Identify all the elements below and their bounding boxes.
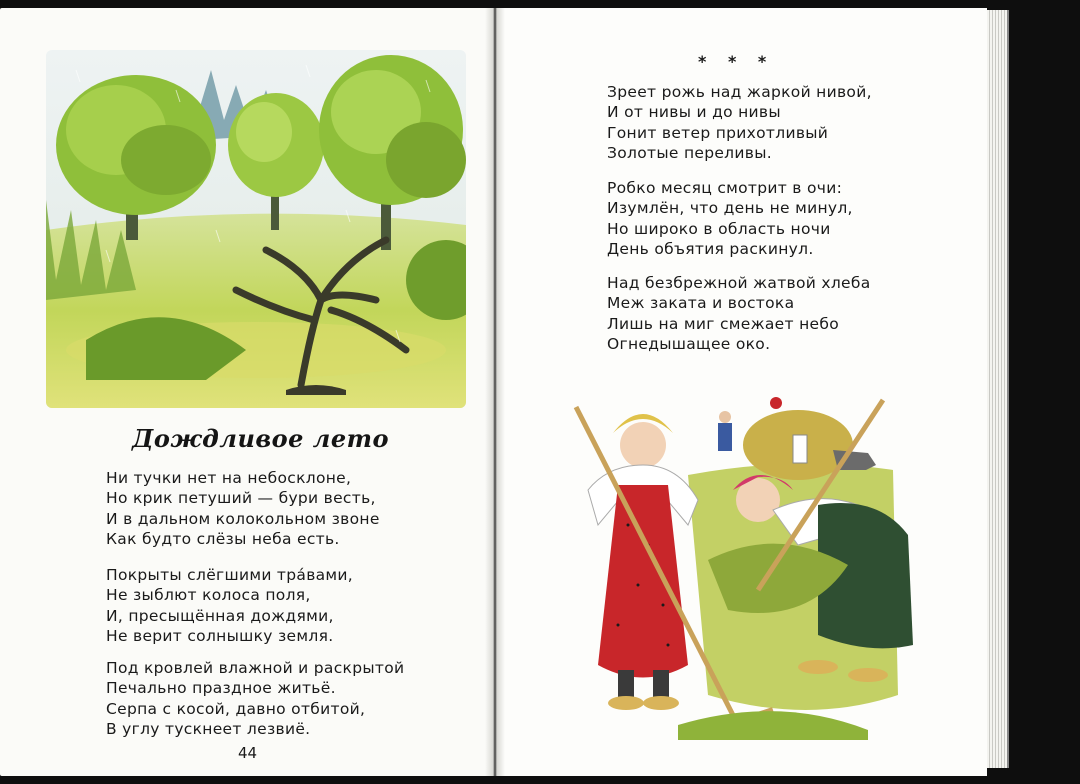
section-mark: * * * bbox=[698, 52, 775, 71]
poem-line: В углу тускнеет лезвиё. bbox=[106, 719, 311, 738]
poem-line: Зреет рожь над жаркой нивой, bbox=[607, 83, 872, 101]
book-gutter bbox=[485, 8, 505, 776]
page-number: 44 bbox=[238, 744, 258, 762]
poem-line: Ни тучки нет на небосклоне, bbox=[106, 469, 352, 487]
poem-line: Робко месяц смотрит в очи: bbox=[607, 179, 843, 197]
poem-line: Золотые переливы. bbox=[607, 143, 772, 162]
poem-line: Под кровлей влажной и раскрытой bbox=[106, 659, 405, 677]
poem-line: Но крик петуший — бури весть, bbox=[106, 489, 376, 508]
poem-line: День объятия раскинул. bbox=[607, 239, 814, 258]
right-stanza-2 bbox=[607, 178, 853, 259]
right-stanza-1 bbox=[607, 82, 872, 163]
poem-line: И в дальном колокольном звоне bbox=[106, 509, 380, 528]
left-stanza-1 bbox=[106, 468, 380, 549]
poem-line: Над безбрежной жатвой хлеба bbox=[607, 274, 871, 292]
haymaking-illustration bbox=[548, 395, 918, 765]
poem-title: Дождливое лето bbox=[132, 424, 390, 453]
poem-line: Не верит солнышку земля. bbox=[106, 626, 334, 645]
poem-line: Печально праздное житьё. bbox=[106, 679, 336, 698]
poem-line: Изумлён, что день не минул, bbox=[607, 199, 853, 218]
left-stanza-2 bbox=[106, 565, 353, 646]
poem-line: Гонит ветер прихотливый bbox=[607, 123, 829, 142]
left-stanza-3 bbox=[106, 658, 404, 739]
poem-line: Серпа с косой, давно отбитой, bbox=[106, 699, 366, 718]
right-stanza-3 bbox=[607, 273, 871, 354]
poem-line: Покрыты слёгшими тра́вами, bbox=[106, 566, 354, 584]
poem-line: И, пресыщённая дождями, bbox=[106, 606, 334, 625]
poem-line: Не зыблют колоса поля, bbox=[106, 586, 311, 605]
poem-line: Как будто слёзы неба есть. bbox=[106, 529, 340, 548]
poem-line: Меж заката и востока bbox=[607, 294, 795, 313]
poem-line: Лишь на миг смежает небо bbox=[607, 314, 839, 333]
poem-line: Огнедышащее око. bbox=[607, 334, 771, 353]
poem-line: Но широко в область ночи bbox=[607, 219, 831, 238]
poem-line: И от нивы и до нивы bbox=[607, 103, 781, 122]
page-edges bbox=[987, 10, 1009, 768]
rainy-landscape-illustration bbox=[46, 50, 466, 408]
